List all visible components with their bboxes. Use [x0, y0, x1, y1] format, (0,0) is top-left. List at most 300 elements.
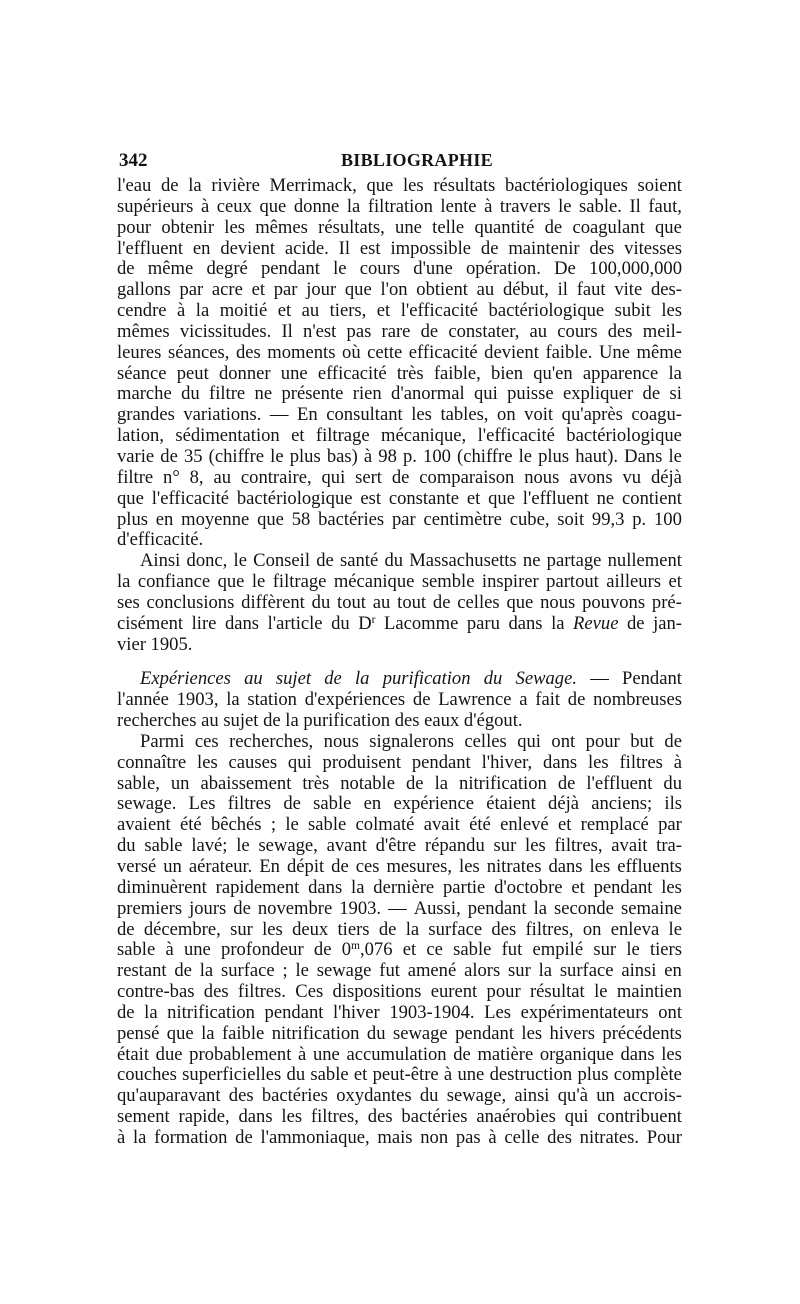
word: tiers, [329, 300, 367, 322]
word: lente [440, 195, 477, 217]
word: le [668, 445, 682, 467]
word: des [589, 237, 615, 259]
text-line [117, 753, 682, 774]
word: purification [382, 668, 471, 690]
word: Les [484, 1001, 511, 1023]
word: une [280, 362, 308, 384]
word: (chiffre [457, 445, 513, 467]
word: de [161, 175, 179, 196]
word: efficacité [408, 341, 478, 363]
word: supérieurs [117, 195, 194, 217]
word: mécanique, [380, 425, 467, 447]
word: l'année [117, 689, 169, 711]
text-line [117, 899, 682, 920]
word: versé [117, 856, 157, 877]
word: nous [540, 591, 576, 613]
word: du [419, 1085, 439, 1107]
word: ainsi [621, 960, 657, 982]
word: ses [117, 591, 140, 613]
word: les [589, 856, 611, 877]
word: contre-bas [117, 981, 195, 1003]
word: la [668, 362, 682, 384]
word: le [233, 550, 247, 572]
word: une [395, 216, 422, 238]
word: sement [117, 1106, 170, 1128]
word: Une [598, 341, 630, 363]
word: à [200, 195, 210, 217]
word: un [170, 772, 190, 794]
word: l'efficacité [151, 487, 230, 509]
word: dépit [286, 856, 325, 877]
word: bactéries [401, 1106, 468, 1128]
word: faible [221, 1022, 265, 1044]
word: consultant [326, 404, 403, 426]
word: partie [442, 876, 486, 898]
word: paru [466, 612, 500, 634]
word: la [346, 195, 361, 217]
word: jours [189, 897, 227, 919]
word: dans [620, 1043, 655, 1065]
word: (chiffre [208, 445, 265, 467]
word: celle [504, 1126, 540, 1148]
word: nullement [607, 550, 682, 572]
word: but [630, 730, 654, 752]
word: filtres [227, 793, 272, 815]
word: pas [455, 1126, 481, 1148]
word: opération. [466, 258, 541, 280]
word: la [538, 960, 552, 982]
word: de [664, 730, 682, 752]
word: que [117, 487, 144, 509]
word: sable [144, 835, 183, 857]
word: 100 [423, 445, 451, 467]
paragraph-winter-nitrification [117, 732, 682, 1149]
word: 100 [653, 508, 682, 530]
word: pendant [593, 876, 653, 898]
word: de [378, 918, 397, 940]
word: l'hiver [333, 1001, 380, 1023]
word: le [594, 981, 608, 1003]
word: le [518, 445, 532, 467]
word: Parmi [140, 730, 185, 752]
word: l'article [267, 612, 323, 634]
word: sable [310, 1064, 349, 1086]
word: séances, [167, 341, 230, 363]
word: ne [522, 550, 541, 572]
word: tout [397, 591, 427, 613]
word: Conseil [253, 550, 310, 572]
word: maintien [616, 981, 682, 1003]
word: que [217, 571, 245, 593]
word: filtrage [315, 425, 370, 447]
word: filtres, [525, 918, 574, 940]
word: ne [596, 487, 615, 509]
word: 8, [189, 466, 204, 488]
word: qu'après [561, 404, 623, 426]
word: nous [524, 466, 560, 488]
word: la [226, 689, 240, 711]
word: acide. [284, 237, 329, 259]
word: et [402, 939, 417, 961]
word: même [636, 341, 682, 363]
word: on [582, 918, 602, 940]
word: ceux [216, 195, 252, 217]
word: filtres. [237, 981, 286, 1003]
word: 1903. [339, 897, 382, 919]
word: ce [426, 939, 443, 961]
word: partout [546, 571, 599, 593]
word: pour [486, 981, 521, 1003]
word: haut). [575, 445, 619, 467]
word: les [262, 918, 283, 940]
word: pour [117, 216, 152, 238]
text-fragment: de [626, 612, 645, 634]
word: faible. [545, 341, 593, 363]
word: avait [611, 835, 648, 857]
word: surface [220, 960, 275, 982]
word: sur [230, 918, 253, 940]
word: était [117, 1043, 150, 1065]
word: impossible [390, 237, 472, 259]
word: que [366, 175, 394, 196]
word: une [457, 1064, 485, 1086]
word: qu'à [557, 1085, 588, 1107]
word: les [197, 751, 218, 773]
word: eurent [430, 981, 478, 1003]
word: En [297, 404, 318, 426]
word: grandes [117, 404, 175, 426]
paragraph-conclusion-merrimack [117, 176, 682, 551]
word: la [144, 1001, 158, 1023]
word: pendant [264, 1001, 324, 1023]
word: causes [228, 751, 278, 773]
word: avons [569, 466, 613, 488]
word: d'anormal [391, 383, 465, 405]
word: du [311, 591, 331, 613]
word: que [344, 279, 372, 301]
word: à [488, 1126, 497, 1148]
word: du [483, 668, 503, 690]
word: empilé [532, 939, 584, 961]
word: présente [281, 383, 344, 405]
word: été [469, 814, 491, 836]
word: ailleurs [606, 571, 662, 593]
word: nitrification [167, 1001, 255, 1023]
word: partage [546, 550, 602, 572]
word: de [324, 668, 342, 690]
word: 1903, [176, 689, 219, 711]
word: telle [432, 216, 465, 238]
word: la [434, 772, 448, 794]
text-line: recherches au sujet de la purification des eaux d'égout. [117, 710, 523, 732]
word: le [285, 814, 299, 836]
running-title: BIBLIOGRAPHIE [341, 150, 493, 170]
word: lation, [117, 425, 164, 447]
word: déjà [548, 793, 579, 815]
word: des [491, 918, 517, 940]
text-line [117, 259, 682, 280]
word: subit [614, 300, 651, 322]
word: filtres, [554, 835, 603, 857]
word: l'hiver, [481, 751, 533, 773]
text-line [117, 1003, 682, 1024]
word: qui [321, 466, 346, 488]
word: cours [359, 258, 401, 280]
word: restant [117, 960, 167, 982]
text-line [117, 878, 682, 899]
word: un [596, 1085, 615, 1107]
word: bactériologique [566, 425, 682, 447]
word: seconde [554, 897, 614, 919]
word: bactériologiques [504, 175, 628, 196]
word: couches [117, 1064, 177, 1086]
word: que [257, 508, 284, 530]
text-line [117, 836, 682, 857]
word: est [360, 487, 381, 509]
word: Il [338, 237, 351, 259]
word: anaérobies [476, 1106, 556, 1128]
word: lavé; [191, 835, 228, 857]
word: qui [287, 751, 312, 773]
word: Sewage. [515, 668, 577, 690]
page-number: 342 [119, 150, 148, 171]
word: l'on [380, 279, 408, 301]
word: station [247, 689, 297, 711]
word: Massachusetts [409, 550, 517, 572]
word: bêchés [210, 814, 262, 836]
body-text [117, 176, 682, 1149]
word: — [269, 404, 289, 426]
word: filtre [209, 383, 246, 405]
word: effluents [617, 856, 682, 877]
word: puisse [507, 383, 554, 405]
word: séance [117, 362, 167, 384]
word: 35 [183, 445, 203, 467]
text-line [117, 1065, 682, 1086]
word: soient [637, 175, 682, 196]
word: les [459, 856, 480, 877]
word: dans [238, 1106, 273, 1128]
word: bas) [326, 445, 358, 467]
word: avaient [117, 814, 171, 836]
word: par [273, 279, 298, 301]
text-line [117, 1086, 682, 1107]
word: surface [428, 918, 483, 940]
word: filtres, [310, 1106, 359, 1128]
word: la [351, 876, 365, 898]
word: coagulant [572, 216, 645, 238]
word: précédents [602, 1022, 682, 1044]
word: ne [254, 383, 273, 405]
word: marche [117, 383, 172, 405]
word: faut [576, 279, 606, 301]
word: colmaté [355, 814, 415, 836]
word: moitié [219, 300, 268, 322]
word: une [312, 1043, 340, 1065]
word: et [466, 487, 481, 509]
word: moyenne [181, 508, 250, 530]
word: la [195, 300, 210, 322]
word: p. [632, 508, 647, 530]
paragraph-massachusetts-board [117, 551, 682, 655]
text-line [117, 447, 682, 468]
text-fragment: — [590, 668, 609, 690]
text-line [117, 343, 682, 364]
word: cette [367, 341, 403, 363]
word: mesures, [386, 856, 453, 877]
word: leures [117, 341, 162, 363]
word: tra- [656, 835, 682, 857]
word: sable, [117, 772, 160, 794]
word: d'une [413, 258, 453, 280]
word: l'ammoniaque, [260, 1126, 370, 1148]
word: Il [629, 195, 641, 217]
text-line [117, 468, 682, 489]
word: de [432, 591, 451, 613]
word: que [488, 487, 515, 509]
word: sur [508, 960, 531, 982]
word: d'octobre [494, 876, 563, 898]
word: les [224, 216, 245, 238]
word: ; [282, 960, 288, 982]
word: jan- [653, 612, 682, 634]
word: de [313, 939, 332, 961]
word: décembre, [143, 918, 221, 940]
word: résultats, [318, 216, 385, 238]
word: variations. [183, 404, 262, 426]
word: constante [388, 487, 460, 509]
word: étaient [486, 793, 536, 815]
word: mécanique [333, 571, 415, 593]
word: sujet [275, 668, 312, 690]
word: par [658, 814, 682, 836]
word: la [201, 1022, 215, 1044]
word: l'effluent [586, 772, 653, 794]
word: complète [613, 1064, 682, 1086]
word: plus [577, 1064, 609, 1086]
word: le [626, 939, 640, 961]
text-line [117, 301, 682, 322]
word: de [235, 1126, 253, 1148]
word: bien [491, 362, 524, 384]
word: pensé [117, 1022, 160, 1044]
word: de [391, 466, 410, 488]
text-line: d'efficacité. [117, 529, 204, 551]
word: donne [293, 195, 340, 217]
word: accumulation [346, 1043, 447, 1065]
word: enleva [610, 918, 660, 940]
word: Pour [646, 1126, 682, 1148]
word: l'effluent [522, 487, 589, 509]
word: matière [477, 1043, 534, 1065]
word: au [213, 466, 232, 488]
word: lire [191, 612, 217, 634]
word: qui [564, 1106, 589, 1128]
text-line [117, 322, 682, 343]
word: des- [650, 279, 682, 301]
word: mêmes [255, 216, 308, 238]
word: tout [337, 591, 366, 613]
word: accrois- [623, 1085, 682, 1107]
word: mais [377, 1126, 413, 1148]
word: moments [267, 341, 336, 363]
word: sur [593, 939, 617, 961]
word: et [277, 300, 292, 322]
word: du [117, 835, 136, 857]
word: recherches, [229, 730, 314, 752]
word: celles [464, 730, 507, 752]
word: que [166, 1022, 194, 1044]
word: fait [535, 689, 561, 711]
word: il [557, 279, 568, 301]
word: sewage, [258, 835, 318, 857]
word: faible, [433, 362, 481, 384]
word: les [587, 751, 609, 773]
word: donner [218, 362, 271, 384]
word: signalerons [369, 730, 454, 752]
word: cendre [117, 300, 167, 322]
word: la [132, 1126, 147, 1148]
word: pas [346, 320, 372, 342]
word: produisent [322, 751, 402, 773]
word: en [664, 960, 682, 982]
word: sur [493, 835, 517, 857]
word: vu [622, 466, 642, 488]
text-line [117, 774, 682, 795]
word: degré [206, 258, 248, 280]
word: nitrification [459, 772, 547, 794]
word: de [642, 383, 661, 405]
word: de [557, 772, 576, 794]
word: déjà [650, 466, 682, 488]
word: à [117, 1126, 126, 1148]
word: les [661, 876, 682, 898]
word: Pendant [622, 668, 682, 690]
word: Lawrence [438, 689, 512, 711]
word: que [506, 591, 534, 613]
word: rapide, [178, 1106, 230, 1128]
word: très [302, 772, 330, 794]
word: et [291, 425, 305, 447]
word: l'efficacité [477, 425, 555, 447]
word: la [188, 175, 202, 196]
text-line: vier 1905. [117, 633, 193, 655]
word: de [544, 216, 563, 238]
word: ; [270, 814, 277, 836]
word: la [533, 897, 548, 919]
word: de [480, 237, 499, 259]
text-line [117, 239, 682, 260]
word: acre [211, 279, 243, 301]
text-line-with-citation [117, 614, 682, 635]
text-line [117, 1045, 682, 1066]
word: les [521, 1022, 543, 1044]
text-line [117, 218, 682, 239]
word: si [669, 383, 682, 405]
word: travers [499, 195, 551, 217]
word: en [363, 793, 382, 815]
word: dernière [373, 876, 435, 898]
word: l'efficacité [400, 300, 479, 322]
word: semaine [620, 897, 682, 919]
word: que [259, 195, 287, 217]
word: et [571, 876, 585, 898]
word: de [233, 897, 251, 919]
word: ces [355, 856, 380, 877]
word: dans [548, 856, 583, 877]
text-line [117, 593, 682, 614]
word: diminuèrent [117, 876, 207, 898]
